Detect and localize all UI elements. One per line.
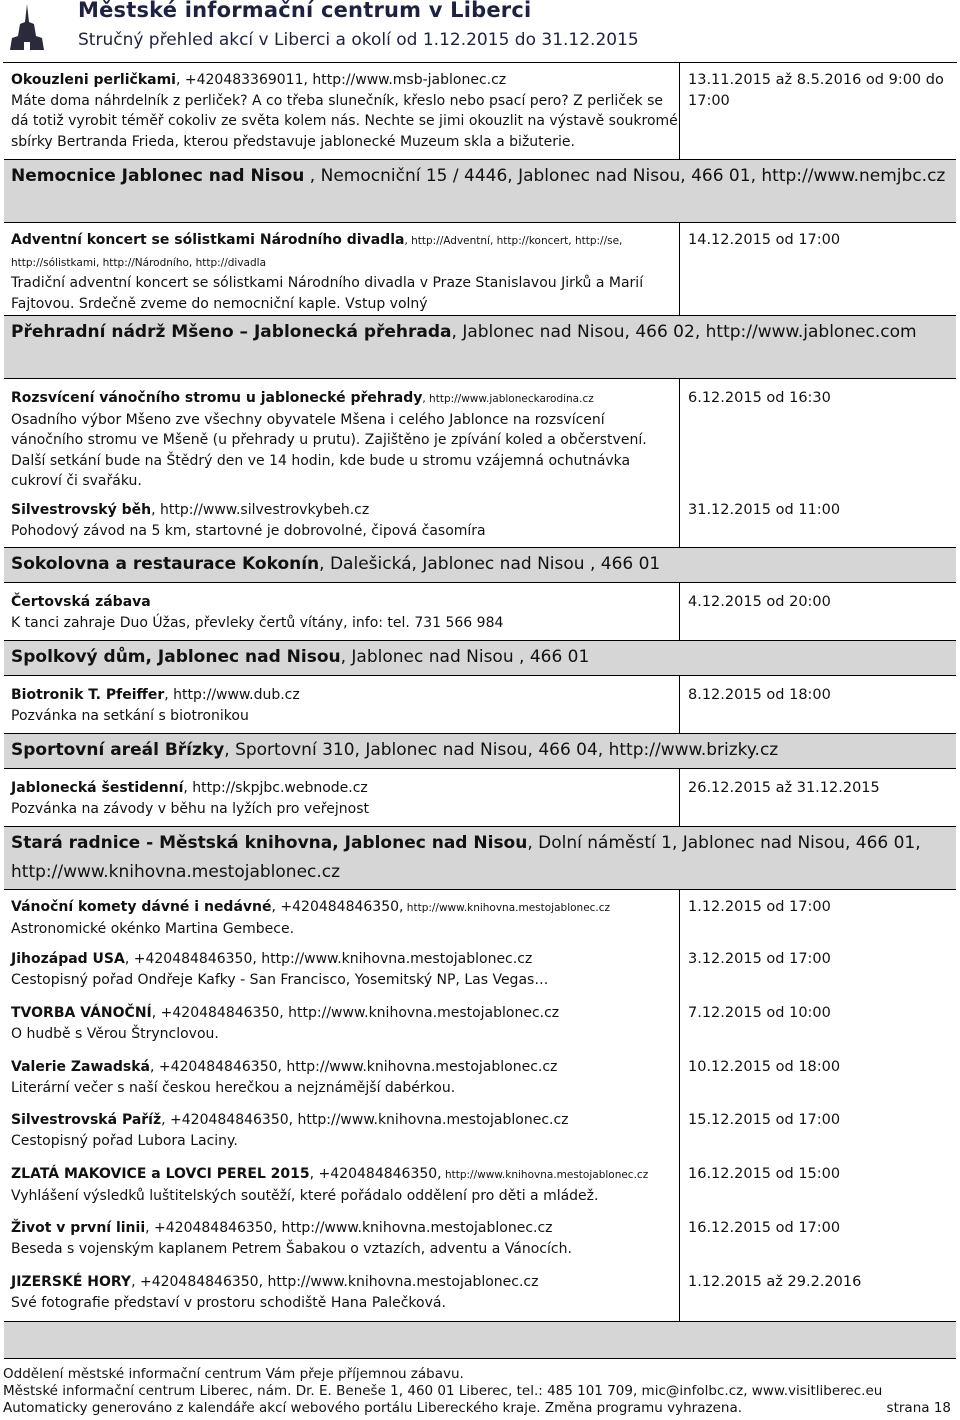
event-text bbox=[11, 1110, 676, 1151]
page-title: Městské informační centrum v Liberci bbox=[78, 0, 532, 22]
column-divider bbox=[679, 63, 680, 159]
event-description: Vyhlášení výsledků luštitelských soutěží, které pořádalo oddělení pro děti a mládež. bbox=[11, 1187, 599, 1204]
event-url: http://www.knihovna.mestojablonec.cz bbox=[441, 1169, 649, 1181]
footer-contact: Městské informační centrum Liberec, nám. Dr. E. Beneše 1, 460 01 Liberec, tel.: 485 101 709, mic@infolbc.cz, www.visitliberec.eu bbox=[3, 1383, 883, 1399]
event-description: Cestopisný pořad Lubora Laciny. bbox=[11, 1132, 238, 1149]
venue-address: , Jablonec nad Nisou, 466 02, http://www.jablonec.com bbox=[451, 322, 917, 342]
venue-header bbox=[4, 733, 956, 769]
event-description: Své fotografie představí v prostoru schodiště Hana Palečková. bbox=[11, 1294, 446, 1311]
event-title: ZLATÁ MAKOVICE a LOVCI PEREL 2015 bbox=[11, 1166, 310, 1182]
table-end-bar bbox=[4, 1321, 956, 1359]
event-text bbox=[11, 778, 676, 819]
event-info: , +420484846350, http://www.knihovna.mestojablonec.cz bbox=[151, 1005, 560, 1021]
event-info: , +420484846350, bbox=[309, 1166, 442, 1182]
venue-name: Sportovní areál Břízky bbox=[11, 740, 225, 760]
event-text bbox=[11, 1272, 676, 1313]
event-info: , http://skpjbc.webnode.cz bbox=[183, 780, 368, 796]
venue-name: Sokolovna a restaurace Kokonín bbox=[11, 554, 320, 574]
venue-address: , Dalešická, Jablonec nad Nisou , 466 01 bbox=[319, 554, 661, 574]
event-description: Astronomické okénko Martina Gembece. bbox=[11, 920, 295, 937]
events-table bbox=[3, 62, 957, 1311]
event-info: , http://www.dub.cz bbox=[164, 687, 300, 703]
event-title: TVORBA VÁNOČNÍ bbox=[11, 1005, 152, 1021]
event-date: 1.12.2015 až 29.2.2016 bbox=[688, 1274, 862, 1290]
venue-address: , Jablonec nad Nisou , 466 01 bbox=[340, 647, 590, 667]
event-description: Pohodový závod na 5 km, startovné je dobrovolné, čipová časomíra bbox=[11, 522, 486, 539]
event-date: 3.12.2015 od 17:00 bbox=[688, 951, 831, 967]
event-text bbox=[11, 949, 676, 990]
event-title: Okouzleni perličkami bbox=[11, 72, 176, 88]
event-date: 31.12.2015 od 11:00 bbox=[688, 502, 841, 518]
event-date: 14.12.2015 od 17:00 bbox=[688, 232, 841, 248]
column-divider bbox=[679, 890, 680, 1321]
venue-name: Přehradní nádrž Mšeno – Jablonecká přehrada bbox=[11, 322, 452, 342]
event-description: Tradiční adventní koncert se sólistkami Národního divadla v Praze Stanislavou Jirků a Marií Fajtovou. Srdečně zveme do nemocniční kaple. Vstup volný bbox=[11, 275, 644, 312]
event-text bbox=[11, 592, 676, 633]
event-text bbox=[11, 1057, 676, 1098]
venue-header bbox=[4, 640, 956, 676]
column-divider bbox=[679, 676, 680, 733]
event-title: Silvestrovská Paříž bbox=[11, 1112, 162, 1128]
event-description: Pozvánka na závody v běhu na lyžích pro veřejnost bbox=[11, 800, 369, 817]
event-description: Beseda s vojenským kaplanem Petrem Šabakou o vztazích, adventu a Vánocích. bbox=[11, 1240, 572, 1257]
event-date: 1.12.2015 od 17:00 bbox=[688, 899, 831, 915]
event-description: O hudbě s Věrou Štrynclovou. bbox=[11, 1025, 219, 1042]
event-title: Biotronik T. Pfeiffer bbox=[11, 687, 165, 703]
event-date: 26.12.2015 až 31.12.2015 bbox=[688, 780, 880, 796]
event-date: 7.12.2015 od 10:00 bbox=[688, 1005, 831, 1021]
event-info: , +420484846350, http://www.knihovna.mestojablonec.cz bbox=[124, 951, 533, 967]
column-divider bbox=[679, 583, 680, 640]
event-info: , +420484846350, http://www.knihovna.mestojablonec.cz bbox=[149, 1059, 558, 1075]
event-url: http://www.knihovna.mestojablonec.cz bbox=[403, 902, 611, 914]
event-title: Valerie Zawadská bbox=[11, 1059, 150, 1075]
event-date: 15.12.2015 od 17:00 bbox=[688, 1112, 841, 1128]
event-title: Rozsvícení vánočního stromu u jablonecké přehrady bbox=[11, 390, 423, 406]
event-info: , +420484846350, http://www.knihovna.mestojablonec.cz bbox=[161, 1112, 569, 1128]
venue-header bbox=[4, 159, 956, 223]
event-date: 10.12.2015 od 18:00 bbox=[688, 1059, 841, 1075]
event-text bbox=[11, 230, 676, 314]
column-divider bbox=[679, 769, 680, 826]
event-text bbox=[11, 500, 676, 541]
venue-name: Nemocnice Jablonec nad Nisou bbox=[11, 166, 305, 186]
event-title: Život v první linii bbox=[11, 1220, 146, 1236]
footer-disclaimer: Automaticky generováno z kalendáře akcí webového portálu Libereckého kraje. Změna programu vyhrazena. bbox=[3, 1400, 743, 1416]
event-info: , http://Adventní, http://koncert, http://se, http://sólistkami, http://Národního, http://divadla bbox=[11, 235, 623, 269]
event-title: Adventní koncert se sólistkami Národního divadla bbox=[11, 232, 405, 248]
event-description: Osadního výbor Mšeno zve všechny obyvatele Mšena i celého Jablonce na rozsvícení vánočního stromu ve Mšeně (u přehrady u prutu). Zajištěno je zpívání koled a občerstvení. Další setkání bude na Štědrý den ve 14 hodin, kde bude u stromu vzájemná ochutnávka cukroví či svařáku. bbox=[11, 411, 647, 489]
column-divider bbox=[679, 379, 680, 547]
venue-address: , Dolní náměstí 1, Jablonec nad Nisou, 466 01, http://www.knihovna.mestojablonec.cz bbox=[11, 833, 921, 882]
event-description: Literární večer s naší českou herečkou a nejznámější dabérkou. bbox=[11, 1079, 456, 1096]
event-description: Máte doma náhrdelník z perliček? A co třeba slunečník, křeslo nebo psací pero? Z perliček se dá totiž vyrobit téměř cokoliv ze světa kolem nás. Nechte se jimi okouzlit na výstavě soukromé sbírky Bertranda Frieda, kterou představuje jablonecké Muzeum skla a bižuterie. bbox=[11, 92, 678, 150]
event-info: , +420484846350, http://www.knihovna.mestojablonec.cz bbox=[131, 1274, 539, 1290]
event-text bbox=[11, 388, 676, 492]
event-date: 16.12.2015 od 15:00 bbox=[688, 1166, 841, 1182]
venue-header bbox=[4, 547, 956, 583]
event-info: , http://www.silvestrovkybeh.cz bbox=[151, 502, 370, 518]
event-info: , +420483369011, http://www.msb-jablonec.cz bbox=[175, 72, 507, 88]
event-text bbox=[11, 70, 679, 152]
event-title: JIZERSKÉ HORY bbox=[11, 1274, 132, 1290]
venue-address: , Sportovní 310, Jablonec nad Nisou, 466 04, http://www.brizky.cz bbox=[224, 740, 779, 760]
event-title: Jablonecká šestidenní bbox=[11, 780, 184, 796]
venue-name: Stará radnice - Městská knihovna, Jablonec nad Nisou bbox=[11, 833, 528, 853]
venue-header bbox=[4, 315, 956, 379]
event-title: Vánoční komety dávné i nedávné bbox=[11, 899, 272, 915]
page-footer bbox=[3, 1366, 957, 1417]
venue-header bbox=[4, 826, 956, 890]
page-number: strana 18 bbox=[886, 1400, 951, 1416]
event-text bbox=[11, 897, 676, 939]
event-description: K tanci zahraje Duo Úžas, převleky čertů vítány, info: tel. 731 566 984 bbox=[11, 614, 504, 631]
event-title: Silvestrovský běh bbox=[11, 502, 152, 518]
event-title: Jihozápad USA bbox=[11, 951, 125, 967]
liberec-town-hall-logo-icon bbox=[4, 2, 50, 52]
event-date: 8.12.2015 od 18:00 bbox=[688, 687, 831, 703]
venue-name: Spolkový dům, Jablonec nad Nisou bbox=[11, 647, 341, 667]
event-description: Cestopisný pořad Ondřeje Kafky - San Francisco, Yosemitský NP, Las Vegas… bbox=[11, 971, 549, 988]
event-title: Čertovská zábava bbox=[11, 594, 151, 610]
event-info: , +420484846350, bbox=[271, 899, 404, 915]
event-date: 4.12.2015 od 20:00 bbox=[688, 594, 831, 610]
event-description: Pozvánka na setkání s biotronikou bbox=[11, 707, 249, 724]
event-text bbox=[11, 1164, 676, 1206]
event-date: 13.11.2015 až 8.5.2016 od 9:00 do 17:00 bbox=[688, 72, 944, 109]
event-date: 6.12.2015 od 16:30 bbox=[688, 390, 831, 406]
event-info: , +420484846350, http://www.knihovna.mestojablonec.cz bbox=[145, 1220, 553, 1236]
event-text bbox=[11, 1003, 676, 1044]
column-divider bbox=[679, 223, 680, 315]
footer-greeting: Oddělení městské informační centrum Vám přeje příjemnou zábavu. bbox=[3, 1366, 464, 1382]
page-subtitle: Stručný přehled akcí v Liberci a okolí od 1.12.2015 do 31.12.2015 bbox=[78, 30, 639, 50]
venue-address: , Nemocniční 15 / 4446, Jablonec nad Nisou, 466 01, http://www.nemjbc.cz bbox=[304, 166, 946, 186]
event-text bbox=[11, 1218, 676, 1259]
event-text bbox=[11, 685, 676, 726]
event-info: , http://www.jabloneckarodina.cz bbox=[422, 393, 594, 405]
page-header bbox=[0, 0, 960, 58]
event-date: 16.12.2015 od 17:00 bbox=[688, 1220, 841, 1236]
